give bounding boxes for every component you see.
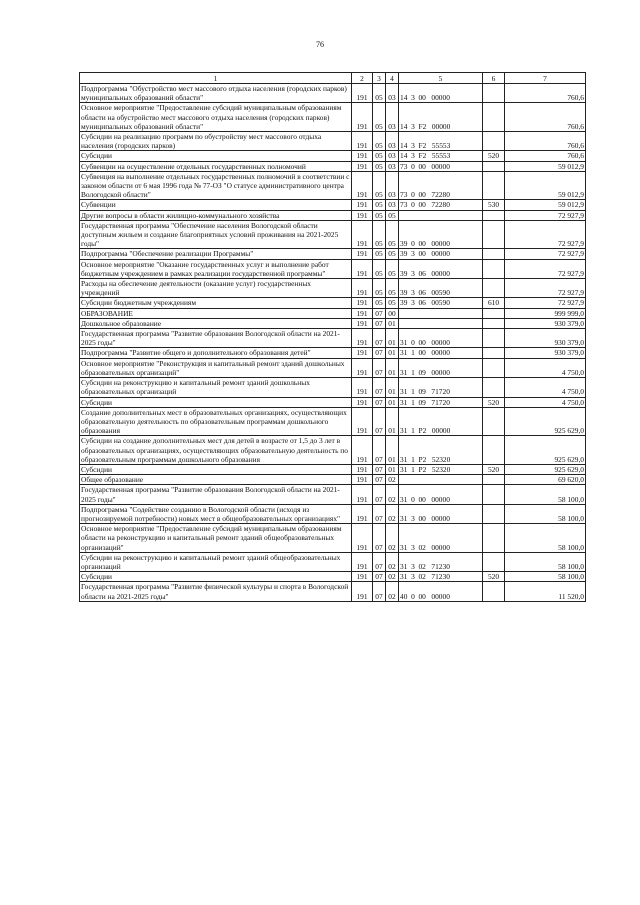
row-section-cell: 05 <box>373 161 386 171</box>
row-name-cell: Государственная программа "Обеспечение населения Вологодской области доступным жильем и создание благоприятных условий проживания на 2021-2025 годы" <box>80 220 352 249</box>
row-expense-type-cell <box>483 552 505 571</box>
row-target-article-cell: 31 0 00 00000 <box>399 485 483 504</box>
table-row <box>80 397 586 407</box>
row-amount-cell: 760,6 <box>505 151 586 161</box>
row-amount-cell: 59 012,9 <box>505 161 586 171</box>
row-amount-cell: 59 012,9 <box>505 171 586 200</box>
table-row <box>80 220 586 249</box>
row-amount-cell: 760,6 <box>505 103 586 132</box>
row-section-cell: 07 <box>373 318 386 328</box>
table-row <box>80 485 586 504</box>
row-name-cell: Субвенция на выполнение отдельных государственных полномочий в соответствии с законом области от 6 мая 1996 года № 77-ОЗ "О статусе административного центра Вологодской области" <box>80 171 352 200</box>
row-expense-type-cell: 520 <box>483 572 505 582</box>
row-name-cell: Государственная программа "Развитие образования Вологодской области на 2021-2025 годы" <box>80 329 352 348</box>
row-admin-code-cell: 191 <box>352 504 373 523</box>
table-row <box>80 348 586 358</box>
column-header: 6 <box>483 73 505 84</box>
row-admin-code-cell: 191 <box>352 329 373 348</box>
row-subsection-cell: 01 <box>386 348 399 358</box>
row-name-cell: Подпрограмма "Обеспечение реализации Программы" <box>80 249 352 259</box>
row-amount-cell: 58 100,0 <box>505 552 586 571</box>
row-name-cell: Государственная программа "Развитие образования Вологодской области на 2021-2025 годы" <box>80 485 352 504</box>
row-subsection-cell: 05 <box>386 249 399 259</box>
row-amount-cell: 72 927,9 <box>505 259 586 278</box>
row-admin-code-cell: 191 <box>352 582 373 601</box>
row-subsection-cell: 02 <box>386 475 399 485</box>
row-subsection-cell: 05 <box>386 210 399 220</box>
table-row <box>80 132 586 151</box>
row-admin-code-cell: 191 <box>352 220 373 249</box>
row-name-cell: Субсидии на реконструкцию и капитальный ремонт зданий дошкольных образовательных организаций <box>80 378 352 397</box>
row-section-cell: 05 <box>373 298 386 308</box>
row-amount-cell: 72 927,9 <box>505 249 586 259</box>
row-target-article-cell: 73 0 00 72280 <box>399 171 483 200</box>
row-section-cell: 07 <box>373 407 386 436</box>
row-admin-code-cell: 191 <box>352 171 373 200</box>
row-admin-code-cell: 191 <box>352 475 373 485</box>
row-name-cell: Основное мероприятие "Предоставление субсидий муниципальным образованиям области на реконструкцию и капитальный ремонт зданий общеобразовательных организаций" <box>80 524 352 553</box>
row-name-cell: Субсидии бюджетным учреждениям <box>80 298 352 308</box>
row-section-cell: 07 <box>373 436 386 465</box>
row-target-article-cell: 31 1 09 00000 <box>399 358 483 377</box>
row-subsection-cell: 01 <box>386 318 399 328</box>
column-header: 1 <box>80 73 352 84</box>
row-section-cell: 07 <box>373 358 386 377</box>
row-name-cell: Субвенции на осуществление отдельных государственных полномочий <box>80 161 352 171</box>
row-name-cell: Создание дополнительных мест в образовательных организациях, осуществляющих образовательную деятельность по образовательным программам дошкольного образования <box>80 407 352 436</box>
row-amount-cell: 72 927,9 <box>505 210 586 220</box>
table-row <box>80 329 586 348</box>
row-target-article-cell: 73 0 00 00000 <box>399 161 483 171</box>
row-amount-cell: 4 750,0 <box>505 358 586 377</box>
row-section-cell: 07 <box>373 524 386 553</box>
row-amount-cell: 925 629,0 <box>505 407 586 436</box>
table-row <box>80 249 586 259</box>
row-expense-type-cell <box>483 475 505 485</box>
column-header: 2 <box>352 73 373 84</box>
row-subsection-cell: 02 <box>386 582 399 601</box>
table-row <box>80 464 586 474</box>
row-admin-code-cell: 191 <box>352 132 373 151</box>
row-name-cell: Субсидии на создание дополнительных мест для детей в возрасте от 1,5 до 3 лет в образовательных организациях, осуществляющих образовательную деятельность по образовательным программам дошкольного образования <box>80 436 352 465</box>
row-section-cell: 05 <box>373 259 386 278</box>
row-amount-cell: 72 927,9 <box>505 279 586 298</box>
row-admin-code-cell: 191 <box>352 259 373 278</box>
row-expense-type-cell <box>483 308 505 318</box>
row-subsection-cell: 01 <box>386 464 399 474</box>
header-row <box>80 73 586 84</box>
row-target-article-cell: 31 3 02 71230 <box>399 572 483 582</box>
row-amount-cell: 72 927,9 <box>505 298 586 308</box>
row-target-article-cell: 39 3 06 00000 <box>399 259 483 278</box>
row-amount-cell: 930 379,0 <box>505 348 586 358</box>
row-subsection-cell: 01 <box>386 397 399 407</box>
row-name-cell: ОБРАЗОВАНИЕ <box>80 308 352 318</box>
table-row <box>80 524 586 553</box>
row-target-article-cell: 14 3 F2 55553 <box>399 151 483 161</box>
row-subsection-cell: 01 <box>386 329 399 348</box>
column-header: 4 <box>386 73 399 84</box>
row-expense-type-cell <box>483 249 505 259</box>
row-expense-type-cell <box>483 259 505 278</box>
row-target-article-cell <box>399 318 483 328</box>
row-admin-code-cell: 191 <box>352 298 373 308</box>
row-section-cell: 05 <box>373 279 386 298</box>
row-admin-code-cell: 191 <box>352 552 373 571</box>
row-admin-code-cell: 191 <box>352 397 373 407</box>
row-target-article-cell <box>399 308 483 318</box>
row-name-cell: Субсидии <box>80 151 352 161</box>
row-expense-type-cell <box>483 132 505 151</box>
row-section-cell: 05 <box>373 132 386 151</box>
row-target-article-cell: 14 3 00 00000 <box>399 84 483 103</box>
row-amount-cell: 925 629,0 <box>505 436 586 465</box>
table-row <box>80 298 586 308</box>
row-section-cell: 07 <box>373 485 386 504</box>
row-expense-type-cell <box>483 524 505 553</box>
row-name-cell: Субсидии <box>80 397 352 407</box>
row-amount-cell: 69 620,0 <box>505 475 586 485</box>
row-expense-type-cell <box>483 210 505 220</box>
table-row <box>80 318 586 328</box>
row-subsection-cell: 03 <box>386 161 399 171</box>
row-name-cell: Другие вопросы в области жилищно-коммунального хозяйства <box>80 210 352 220</box>
row-amount-cell: 72 927,9 <box>505 220 586 249</box>
row-expense-type-cell <box>483 378 505 397</box>
budget-table <box>79 72 586 602</box>
row-admin-code-cell: 191 <box>352 249 373 259</box>
row-expense-type-cell <box>483 103 505 132</box>
row-amount-cell: 999 999,0 <box>505 308 586 318</box>
row-name-cell: Подпрограмма "Обустройство мест массового отдыха населения (городских парков) муниципальных образований области" <box>80 84 352 103</box>
row-admin-code-cell: 191 <box>352 348 373 358</box>
table-row <box>80 103 586 132</box>
row-subsection-cell: 00 <box>386 308 399 318</box>
table-row <box>80 378 586 397</box>
row-name-cell: Субсидии <box>80 464 352 474</box>
column-header: 5 <box>399 73 483 84</box>
row-name-cell: Субсидии на реализацию программ по обустройству мест массового отдыха населения (городских парков) <box>80 132 352 151</box>
row-name-cell: Дошкольное образование <box>80 318 352 328</box>
row-amount-cell: 58 100,0 <box>505 524 586 553</box>
row-expense-type-cell <box>483 84 505 103</box>
row-subsection-cell: 03 <box>386 171 399 200</box>
table-row <box>80 308 586 318</box>
table-row <box>80 504 586 523</box>
row-section-cell: 05 <box>373 151 386 161</box>
row-name-cell: Субвенции <box>80 200 352 210</box>
row-admin-code-cell: 191 <box>352 151 373 161</box>
row-subsection-cell: 03 <box>386 103 399 132</box>
row-target-article-cell: 31 1 09 71720 <box>399 378 483 397</box>
row-name-cell: Субсидии на реконструкцию и капитальный ремонт зданий общеобразовательных организаций <box>80 552 352 571</box>
row-section-cell: 07 <box>373 475 386 485</box>
row-expense-type-cell <box>483 504 505 523</box>
row-amount-cell: 930 379,0 <box>505 318 586 328</box>
row-section-cell: 05 <box>373 249 386 259</box>
table-row <box>80 552 586 571</box>
row-expense-type-cell: 530 <box>483 200 505 210</box>
column-header: 7 <box>505 73 586 84</box>
row-expense-type-cell <box>483 582 505 601</box>
table-row <box>80 407 586 436</box>
row-expense-type-cell <box>483 436 505 465</box>
row-subsection-cell: 02 <box>386 552 399 571</box>
row-expense-type-cell <box>483 348 505 358</box>
row-admin-code-cell: 191 <box>352 464 373 474</box>
row-target-article-cell: 39 0 00 00000 <box>399 220 483 249</box>
row-expense-type-cell: 520 <box>483 151 505 161</box>
row-name-cell: Подпрограмма "Содействие созданию в Вологодской области (исходя из прогнозируемой потребности) новых мест в общеобразовательных организациях" <box>80 504 352 523</box>
row-admin-code-cell: 191 <box>352 103 373 132</box>
column-header: 3 <box>373 73 386 84</box>
row-section-cell: 07 <box>373 308 386 318</box>
table-row <box>80 582 586 601</box>
table-row <box>80 210 586 220</box>
table-row <box>80 358 586 377</box>
table-row <box>80 572 586 582</box>
page-number: 76 <box>316 40 324 49</box>
row-target-article-cell: 40 0 00 00000 <box>399 582 483 601</box>
row-admin-code-cell: 191 <box>352 200 373 210</box>
row-amount-cell: 4 750,0 <box>505 397 586 407</box>
row-amount-cell: 760,6 <box>505 132 586 151</box>
row-section-cell: 05 <box>373 84 386 103</box>
row-admin-code-cell: 191 <box>352 485 373 504</box>
row-section-cell: 05 <box>373 210 386 220</box>
row-target-article-cell: 31 1 00 00000 <box>399 348 483 358</box>
row-expense-type-cell: 520 <box>483 464 505 474</box>
table-row <box>80 200 586 210</box>
row-section-cell: 07 <box>373 378 386 397</box>
row-target-article-cell <box>399 475 483 485</box>
row-section-cell: 05 <box>373 200 386 210</box>
row-amount-cell: 760,6 <box>505 84 586 103</box>
row-subsection-cell: 02 <box>386 524 399 553</box>
table-row <box>80 161 586 171</box>
row-expense-type-cell <box>483 358 505 377</box>
row-name-cell: Государственная программа "Развитие физической культуры и спорта в Вологодской области на 2021-2025 годы" <box>80 582 352 601</box>
row-expense-type-cell: 520 <box>483 397 505 407</box>
row-subsection-cell: 02 <box>386 572 399 582</box>
row-subsection-cell: 03 <box>386 200 399 210</box>
row-target-article-cell: 31 3 00 00000 <box>399 504 483 523</box>
row-name-cell: Основное мероприятие "Реконструкция и капитальный ремонт зданий дошкольных образовательных организаций" <box>80 358 352 377</box>
row-expense-type-cell <box>483 220 505 249</box>
row-expense-type-cell <box>483 279 505 298</box>
row-name-cell: Основное мероприятие "Оказание государственных услуг и выполнение работ бюджетным учреждением в рамках реализации государственной программы" <box>80 259 352 278</box>
row-expense-type-cell <box>483 407 505 436</box>
row-name-cell: Основное мероприятие "Предоставление субсидий муниципальным образованиям области на обустройство мест массового отдыха населения (городских парков) муниципальных образований области" <box>80 103 352 132</box>
row-admin-code-cell: 191 <box>352 318 373 328</box>
row-subsection-cell: 01 <box>386 378 399 397</box>
row-amount-cell: 59 012,9 <box>505 200 586 210</box>
row-admin-code-cell: 191 <box>352 358 373 377</box>
row-amount-cell: 58 100,0 <box>505 485 586 504</box>
row-admin-code-cell: 191 <box>352 279 373 298</box>
row-admin-code-cell: 191 <box>352 378 373 397</box>
row-section-cell: 07 <box>373 348 386 358</box>
row-target-article-cell: 31 1 P2 00000 <box>399 407 483 436</box>
row-section-cell: 07 <box>373 329 386 348</box>
table-row <box>80 475 586 485</box>
row-subsection-cell: 02 <box>386 485 399 504</box>
row-admin-code-cell: 191 <box>352 407 373 436</box>
row-section-cell: 05 <box>373 103 386 132</box>
row-admin-code-cell: 191 <box>352 84 373 103</box>
row-amount-cell: 925 629,0 <box>505 464 586 474</box>
row-target-article-cell: 39 3 00 00000 <box>399 249 483 259</box>
row-amount-cell: 4 750,0 <box>505 378 586 397</box>
row-section-cell: 07 <box>373 582 386 601</box>
row-expense-type-cell <box>483 329 505 348</box>
row-amount-cell: 58 100,0 <box>505 504 586 523</box>
row-target-article-cell: 31 1 P2 52320 <box>399 464 483 474</box>
row-expense-type-cell <box>483 161 505 171</box>
table-row <box>80 436 586 465</box>
row-name-cell: Подпрограмма "Развитие общего и дополнительного образования детей" <box>80 348 352 358</box>
row-amount-cell: 58 100,0 <box>505 572 586 582</box>
row-subsection-cell: 01 <box>386 436 399 465</box>
row-target-article-cell <box>399 210 483 220</box>
row-section-cell: 05 <box>373 220 386 249</box>
row-name-cell: Расходы на обеспечение деятельности (оказание услуг) государственных учреждений <box>80 279 352 298</box>
row-expense-type-cell <box>483 485 505 504</box>
row-subsection-cell: 03 <box>386 151 399 161</box>
row-admin-code-cell: 191 <box>352 210 373 220</box>
row-admin-code-cell: 191 <box>352 572 373 582</box>
row-subsection-cell: 03 <box>386 132 399 151</box>
table-row <box>80 84 586 103</box>
row-section-cell: 07 <box>373 464 386 474</box>
row-section-cell: 07 <box>373 552 386 571</box>
row-amount-cell: 11 520,0 <box>505 582 586 601</box>
table-row <box>80 171 586 200</box>
row-subsection-cell: 05 <box>386 220 399 249</box>
row-target-article-cell: 31 0 00 00000 <box>399 329 483 348</box>
row-target-article-cell: 39 3 06 00590 <box>399 279 483 298</box>
table-row <box>80 259 586 278</box>
row-expense-type-cell <box>483 171 505 200</box>
table-row <box>80 279 586 298</box>
row-section-cell: 05 <box>373 171 386 200</box>
row-admin-code-cell: 191 <box>352 436 373 465</box>
row-section-cell: 07 <box>373 572 386 582</box>
row-target-article-cell: 14 3 F2 00000 <box>399 103 483 132</box>
row-target-article-cell: 31 1 09 71720 <box>399 397 483 407</box>
table-row <box>80 151 586 161</box>
row-subsection-cell: 03 <box>386 84 399 103</box>
row-target-article-cell: 31 3 02 00000 <box>399 524 483 553</box>
row-expense-type-cell: 610 <box>483 298 505 308</box>
row-target-article-cell: 39 3 06 00590 <box>399 298 483 308</box>
row-admin-code-cell: 191 <box>352 524 373 553</box>
row-name-cell: Общее образование <box>80 475 352 485</box>
row-target-article-cell: 31 3 02 71230 <box>399 552 483 571</box>
row-target-article-cell: 73 0 00 72280 <box>399 200 483 210</box>
row-amount-cell: 930 379,0 <box>505 329 586 348</box>
row-subsection-cell: 01 <box>386 407 399 436</box>
row-admin-code-cell: 191 <box>352 161 373 171</box>
row-name-cell: Субсидии <box>80 572 352 582</box>
row-subsection-cell: 02 <box>386 504 399 523</box>
row-section-cell: 07 <box>373 397 386 407</box>
row-expense-type-cell <box>483 318 505 328</box>
row-target-article-cell: 14 3 F2 55553 <box>399 132 483 151</box>
row-subsection-cell: 05 <box>386 298 399 308</box>
row-subsection-cell: 05 <box>386 259 399 278</box>
row-target-article-cell: 31 1 P2 52320 <box>399 436 483 465</box>
row-section-cell: 07 <box>373 504 386 523</box>
row-subsection-cell: 05 <box>386 279 399 298</box>
row-admin-code-cell: 191 <box>352 308 373 318</box>
row-subsection-cell: 01 <box>386 358 399 377</box>
